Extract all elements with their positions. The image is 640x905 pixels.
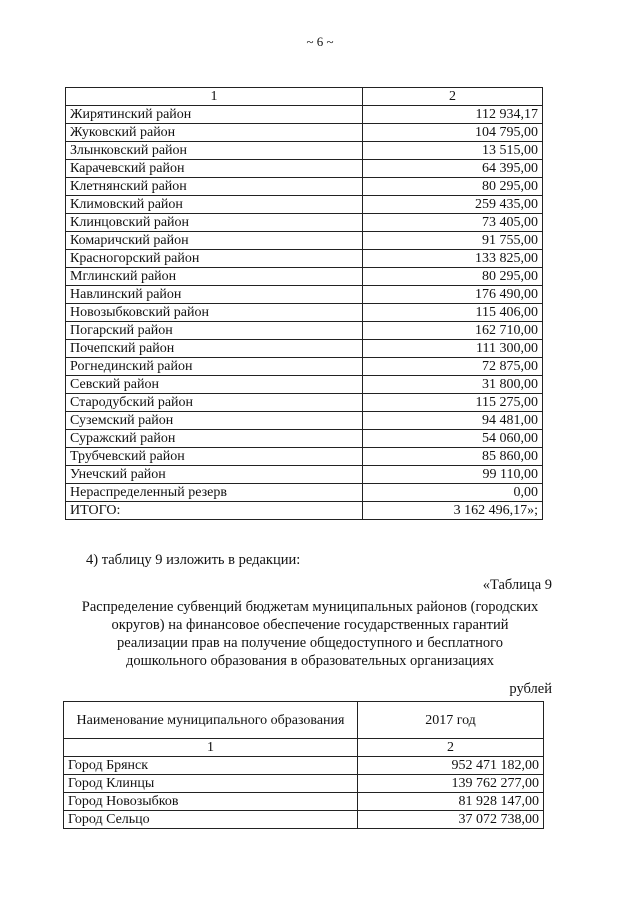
row-name-cell: Новозыбковский район [66,304,363,322]
table-row [66,232,543,250]
table-column-numbers-row [66,88,543,106]
row-value-cell: 91 755,00 [363,232,543,250]
units-label: рублей [509,681,552,697]
caption-line: дошкольного образования в образовательных организациях [126,653,494,669]
table-row [64,793,544,811]
table-row [66,268,543,286]
row-name-cell: Суражский район [66,430,363,448]
table-row [64,757,544,775]
table-row [66,286,543,304]
row-name-cell: Мглинский район [66,268,363,286]
subvention-table-9 [63,701,544,829]
row-value-cell: 94 481,00 [363,412,543,430]
row-name-cell: Рогнединский район [66,358,363,376]
row-name-cell: ИТОГО: [66,502,363,520]
table-row [66,124,543,142]
row-value-cell: 104 795,00 [363,124,543,142]
row-value-cell: 3 162 496,17»; [363,502,543,520]
table-row [66,466,543,484]
table-row [66,394,543,412]
table-row [66,322,543,340]
row-value-cell: 72 875,00 [363,358,543,376]
caption-line: Распределение субвенций бюджетам муниципальных районов (городских [81,599,539,615]
row-value-cell: 13 515,00 [363,142,543,160]
row-value-cell: 64 395,00 [363,160,543,178]
row-name-cell: Карачевский район [66,160,363,178]
row-name-cell: Город Клинцы [64,775,358,793]
row-value-cell: 952 471 182,00 [358,757,544,775]
row-name-cell: Суземский район [66,412,363,430]
row-value-cell: 111 300,00 [363,340,543,358]
table-row [64,775,544,793]
row-name-cell: Навлинский район [66,286,363,304]
row-name-cell: Климовский район [66,196,363,214]
row-name-cell: Стародубский район [66,394,363,412]
row-value-cell: 139 762 277,00 [358,775,544,793]
table-row [66,250,543,268]
row-value-cell: 37 072 738,00 [358,811,544,829]
row-name-cell: Жирятинский район [66,106,363,124]
row-name-cell: Жуковский район [66,124,363,142]
row-name-cell: Город Новозыбков [64,793,358,811]
table-row [66,412,543,430]
row-name-cell: Клетнянский район [66,178,363,196]
table-row [64,811,544,829]
row-name-cell: Погарский район [66,322,363,340]
row-value-cell: 80 295,00 [363,268,543,286]
row-name-cell: Нераспределенный резерв [66,484,363,502]
row-name-cell: Трубчевский район [66,448,363,466]
row-name-cell: Севский район [66,376,363,394]
table-row [66,142,543,160]
instruction-text: 4) таблицу 9 изложить в редакции: [86,552,301,568]
row-value-cell: 259 435,00 [363,196,543,214]
table-column-numbers-row [64,739,544,757]
row-name-cell: Комаричский район [66,232,363,250]
table-row [66,178,543,196]
table-caption [60,598,560,670]
row-value-cell: 81 928 147,00 [358,793,544,811]
row-value-cell: 54 060,00 [363,430,543,448]
row-value-cell: 115 406,00 [363,304,543,322]
table-row [66,376,543,394]
column-number-2: 2 [363,88,543,106]
table-header-row [64,702,544,739]
table-row [66,448,543,466]
table-row [66,340,543,358]
row-name-cell: Клинцовский район [66,214,363,232]
page-number: ~ 6 ~ [306,34,334,49]
row-name-cell: Унечский район [66,466,363,484]
table-row [66,196,543,214]
row-name-cell: Город Сельцо [64,811,358,829]
row-value-cell: 133 825,00 [363,250,543,268]
column-number-1: 1 [64,739,358,757]
table-row [66,484,543,502]
table-row [66,160,543,178]
row-value-cell: 162 710,00 [363,322,543,340]
row-value-cell: 85 860,00 [363,448,543,466]
subvention-table-continued [65,87,543,520]
row-name-cell: Злынковский район [66,142,363,160]
table-row [66,106,543,124]
table-label: «Таблица 9 [482,577,552,593]
row-value-cell: 115 275,00 [363,394,543,412]
row-name-cell: Город Брянск [64,757,358,775]
column-number-2: 2 [358,739,544,757]
table-row [66,502,543,520]
table-row [66,304,543,322]
row-value-cell: 176 490,00 [363,286,543,304]
table-row [66,214,543,232]
column-number-1: 1 [66,88,363,106]
row-value-cell: 80 295,00 [363,178,543,196]
row-name-cell: Красногорский район [66,250,363,268]
row-value-cell: 99 110,00 [363,466,543,484]
row-value-cell: 31 800,00 [363,376,543,394]
caption-line: округов) на финансовое обеспечение государственных гарантий [111,617,509,633]
table-row [66,430,543,448]
row-value-cell: 0,00 [363,484,543,502]
row-name-cell: Почепский район [66,340,363,358]
caption-line: реализации прав на получение общедоступного и бесплатного [117,635,503,651]
table-row [66,358,543,376]
row-value-cell: 73 405,00 [363,214,543,232]
column-header-year: 2017 год [358,702,544,739]
row-value-cell: 112 934,17 [363,106,543,124]
column-header-name: Наименование муниципального образования [64,702,358,739]
